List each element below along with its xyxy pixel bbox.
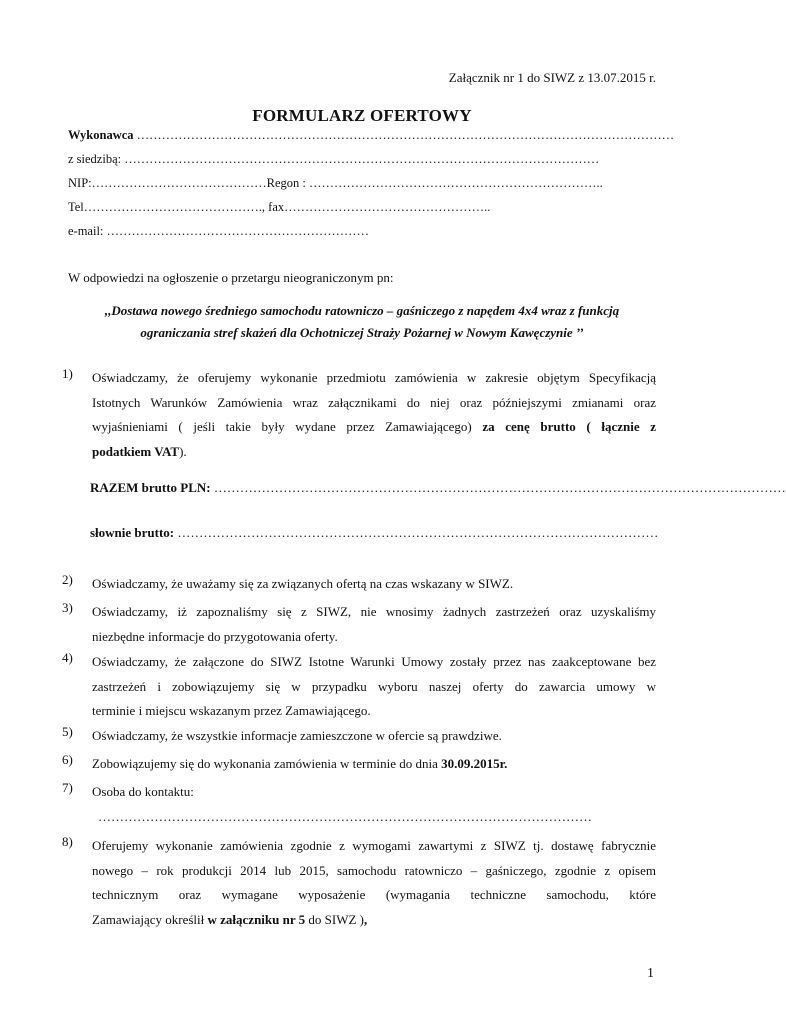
item-6-line-1 bbox=[92, 752, 656, 777]
nip-regon-field: NIP:……………………………………Regon : …………………………………………………………….. bbox=[68, 176, 603, 190]
item-1-line-2: Istotnych Warunków Zamówienia wraz załącznikami do niej oraz późniejszymi zmianami oraz bbox=[92, 394, 656, 410]
contractor-field bbox=[68, 128, 674, 143]
item-number: 1) bbox=[62, 366, 73, 381]
gross-in-words-dots: ………………………………………………………………………………………………… bbox=[174, 525, 659, 540]
list-item-8 bbox=[62, 834, 656, 932]
item-5-line-1: Oświadczamy, że wszystkie informacje zamieszczone w ofercie są prawdziwe. bbox=[92, 728, 502, 743]
contract-subject bbox=[60, 300, 664, 344]
item-1-price-label: za cenę brutto ( łącznie z bbox=[482, 419, 656, 434]
item-number: 3) bbox=[62, 600, 73, 615]
item-8-text: Zamawiający określił bbox=[92, 911, 208, 927]
email-field: e-mail: ……………………………………………………… bbox=[68, 224, 370, 238]
list-item-7 bbox=[62, 780, 656, 829]
contractor-dots: ………………………………………………………………………………………………………………… bbox=[133, 128, 675, 142]
total-gross-field bbox=[90, 480, 786, 496]
contractor-label: Wykonawca bbox=[68, 128, 134, 142]
item-8-text-end: do SIWZ ) bbox=[305, 911, 365, 927]
item-4-line-1: Oświadczamy, że załączone do SIWZ Istotne Warunki Umowy zostały przez nas zaakceptowane bez bbox=[92, 654, 656, 669]
attachment-note: Załącznik nr 1 do SIWZ z 13.07.2015 r. bbox=[448, 70, 656, 85]
item-number: 5) bbox=[62, 724, 73, 739]
subject-line-1: ,,Dostawa nowego średniego samochodu ratowniczo – gaśniczego z napędem 4x4 wraz z funkcją bbox=[104, 303, 620, 318]
intro-text: W odpowiedzi na ogłoszenie o przetargu nieograniczonym pn: bbox=[68, 270, 394, 285]
item-1-line-1: Oświadczamy, że oferujemy wykonanie przedmiotu zamówienia w zakresie objętym Specyfikacją bbox=[92, 370, 656, 385]
item-1-line-3-text: wyjaśnieniami ( jeśli takie były wydane przez Zamawiającego) bbox=[92, 419, 483, 434]
item-number: 8) bbox=[62, 834, 73, 849]
list-item-2 bbox=[62, 572, 656, 597]
seat-field: z siedzibą: …………………………………………………………………………………………………… bbox=[68, 152, 600, 166]
list-item-5 bbox=[62, 724, 656, 749]
tel-fax-field: Tel……………………………………., fax………………………………………….. bbox=[68, 200, 491, 214]
item-8-line-3: technicznym oraz wymagane wyposażenie (wymagania techniczne samochodu, które bbox=[92, 887, 656, 902]
item-8-comma: , bbox=[364, 911, 368, 927]
gross-in-words-label: słownie brutto: bbox=[90, 525, 175, 540]
item-number: 4) bbox=[62, 650, 73, 665]
item-4-line-2: zastrzeżeń i zobowiązujemy się w przypadku wyboru naszej oferty do zawarcia umowy w bbox=[92, 678, 656, 694]
subject-line-2: ograniczania stref skażeń dla Ochotniczej Straży Pożarnej w Nowym Kawęczynie ’’ bbox=[140, 325, 584, 340]
contact-person-dots: …………………………………………………………………………………………………… bbox=[98, 808, 592, 824]
item-8-line-2: nowego – rok produkcji 2014 lub 2015, samochodu ratowniczo – gaśniczego, zgodnie z opisem bbox=[92, 862, 656, 878]
item-3-line-2: niezbędne informacje do przygotowania oferty. bbox=[92, 628, 338, 644]
page-title: FORMULARZ OFERTOWY bbox=[252, 106, 472, 125]
item-1-line-4-end: ). bbox=[179, 443, 187, 459]
item-number: 6) bbox=[62, 752, 73, 767]
item-6-text: Zobowiązujemy się do wykonania zamówienia w terminie do dnia bbox=[92, 756, 442, 771]
item-3-line-1: Oświadczamy, iż zapoznaliśmy się z SIWZ, nie wnosimy żadnych zastrzeżeń oraz uzyskaliśmy bbox=[92, 604, 656, 619]
list-item-4 bbox=[62, 650, 656, 724]
page-number: 1 bbox=[647, 966, 654, 981]
item-4-line-3: terminie i miejscu wskazanym przez Zamawiającego. bbox=[92, 703, 371, 718]
total-gross-label: RAZEM brutto PLN: bbox=[90, 480, 211, 495]
total-gross-dots: …………………………………………………………………………………………………………………… bbox=[210, 480, 786, 495]
item-1-line-4 bbox=[92, 440, 656, 465]
item-number: 2) bbox=[62, 572, 73, 587]
item-1-line-3 bbox=[92, 415, 656, 440]
item-number: 7) bbox=[62, 780, 73, 795]
item-6-deadline: 30.09.2015r. bbox=[441, 756, 508, 771]
item-8-line-1: Oferujemy wykonanie zamówienia zgodnie z wymogami zawartymi z SIWZ tj. dostawę fabrycznie bbox=[92, 838, 656, 853]
list-item-1 bbox=[62, 366, 656, 464]
list-item-3 bbox=[62, 600, 656, 649]
item-7-line-1: Osoba do kontaktu: bbox=[92, 784, 194, 799]
item-8-line-4 bbox=[92, 908, 656, 933]
item-1-vat-label: podatkiem VAT bbox=[92, 443, 180, 459]
item-2-line-1: Oświadczamy, że uważamy się za związanych ofertą na czas wskazany w SIWZ. bbox=[92, 576, 514, 591]
list-item-6 bbox=[62, 752, 656, 777]
item-8-attachment-ref: w załączniku nr 5 bbox=[207, 911, 306, 927]
gross-in-words-field bbox=[90, 525, 658, 541]
